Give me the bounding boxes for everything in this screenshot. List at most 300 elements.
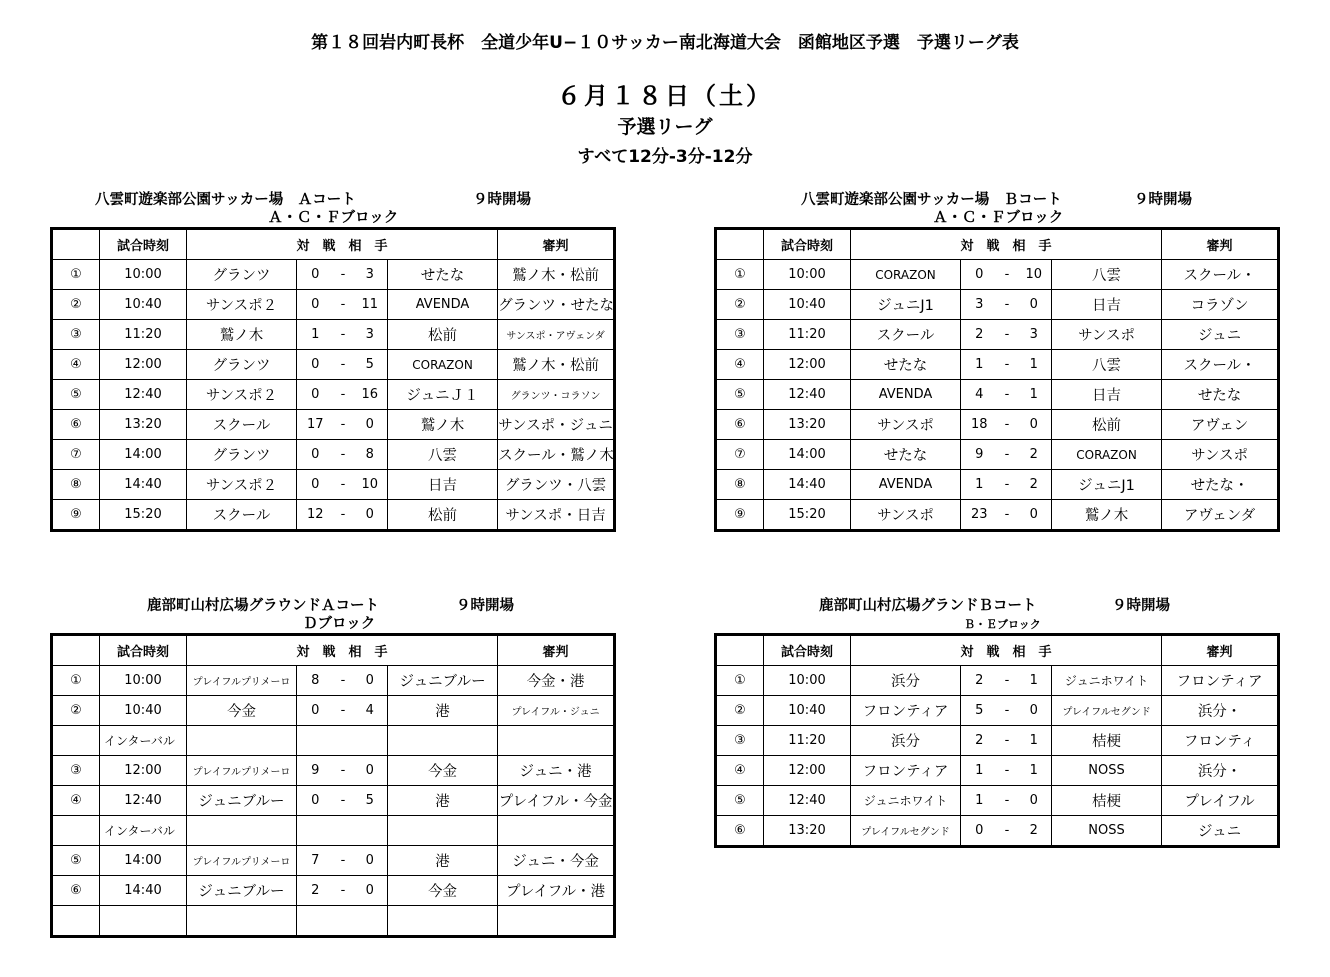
match-time: 15:20: [100, 500, 187, 531]
score-dash: -: [998, 380, 1017, 410]
home-score: 1: [961, 786, 998, 816]
header-no: [716, 635, 764, 666]
referee: グランツ・コラソン: [498, 380, 615, 410]
referee: せたな・: [1162, 470, 1279, 500]
score-dash: -: [334, 500, 353, 531]
venue-open-time: ９時開場: [1134, 192, 1192, 208]
away-score: 0: [353, 500, 388, 531]
interval-row: [52, 816, 615, 846]
match-row: [52, 696, 615, 726]
away-score: 5: [353, 786, 388, 816]
empty-cell: [388, 906, 498, 937]
away-score: 2: [1017, 440, 1052, 470]
away-score: 0: [353, 666, 388, 696]
match-time: 14:00: [100, 440, 187, 470]
header-referee: 審判: [1162, 635, 1279, 666]
empty-cell: [388, 726, 498, 756]
score-dash: -: [998, 260, 1017, 290]
match-row: [52, 500, 615, 531]
away-team: 日吉: [1052, 380, 1162, 410]
home-score: 2: [961, 666, 998, 696]
home-score: 0: [961, 260, 998, 290]
away-team: 松前: [388, 320, 498, 350]
home-team: ジュニブルー: [187, 786, 297, 816]
away-team: 港: [388, 846, 498, 876]
score-dash: -: [334, 846, 353, 876]
home-team: サンスポ: [851, 500, 961, 531]
home-team: サンスポ２: [187, 380, 297, 410]
venue-heading-yakumo-a: [0, 188, 640, 228]
away-team: NOSS: [1052, 816, 1162, 847]
match-row: [716, 666, 1279, 696]
home-team: フロンティア: [851, 696, 961, 726]
match-number: ③: [716, 726, 764, 756]
venue-heading-yakumo-b: [700, 188, 1280, 228]
match-time: 14:00: [764, 440, 851, 470]
home-team: サンスポ２: [187, 470, 297, 500]
match-number: ⑤: [52, 846, 100, 876]
match-row: [52, 786, 615, 816]
home-team: せたな: [851, 350, 961, 380]
match-row: [716, 696, 1279, 726]
referee: サンスポ・日吉: [498, 500, 615, 531]
away-team: プレイフルセグンド: [1052, 696, 1162, 726]
score-dash: -: [998, 696, 1017, 726]
away-score: 0: [353, 846, 388, 876]
referee: サンスポ: [1162, 440, 1279, 470]
schedule-table: [714, 227, 1280, 532]
away-score: 5: [353, 350, 388, 380]
home-score: 0: [297, 470, 334, 500]
home-team: プレイフルプリメーロ: [187, 846, 297, 876]
away-team: 松前: [1052, 410, 1162, 440]
empty-cell: [187, 816, 297, 846]
home-team: 今金: [187, 696, 297, 726]
match-number: ③: [52, 320, 100, 350]
match-time: 14:40: [100, 470, 187, 500]
home-score: 3: [961, 290, 998, 320]
match-row: [52, 260, 615, 290]
match-row: [52, 846, 615, 876]
match-time: 12:40: [100, 380, 187, 410]
away-score: 8: [353, 440, 388, 470]
home-score: 0: [297, 260, 334, 290]
referee: スクール・: [1162, 350, 1279, 380]
venue-name: 八雲町遊楽部公園サッカー場 Ｂコート: [801, 192, 1062, 208]
venue-name: 八雲町遊楽部公園サッカー場 Ａコート: [95, 192, 356, 208]
match-row: [716, 500, 1279, 531]
away-score: 1: [1017, 666, 1052, 696]
match-time: 10:00: [100, 666, 187, 696]
home-team: せたな: [851, 440, 961, 470]
home-score: 0: [297, 440, 334, 470]
match-row: [52, 756, 615, 786]
referee: ジュニ・港: [498, 756, 615, 786]
home-score: 9: [961, 440, 998, 470]
header-no: [52, 635, 100, 666]
empty-row: [52, 906, 615, 937]
table-header-row: [52, 229, 615, 260]
home-team: CORAZON: [851, 260, 961, 290]
match-number: ⑦: [52, 440, 100, 470]
home-score: 9: [297, 756, 334, 786]
home-score: 2: [297, 876, 334, 906]
away-score: 0: [353, 410, 388, 440]
home-score: 8: [297, 666, 334, 696]
match-row: [52, 410, 615, 440]
match-row: [52, 876, 615, 906]
home-score: 2: [961, 320, 998, 350]
match-number: ①: [52, 260, 100, 290]
match-number: ⑥: [716, 816, 764, 847]
home-score: 12: [297, 500, 334, 531]
home-team: スクール: [851, 320, 961, 350]
away-score: 4: [353, 696, 388, 726]
header-time: 試合時刻: [764, 635, 851, 666]
home-score: 17: [297, 410, 334, 440]
score-dash: -: [334, 786, 353, 816]
interval-label: インターバル: [100, 816, 187, 846]
empty-cell: [498, 726, 615, 756]
home-team: サンスポ２: [187, 290, 297, 320]
away-score: 0: [1017, 696, 1052, 726]
home-score: 0: [297, 696, 334, 726]
match-row: [716, 410, 1279, 440]
referee: フロンティ: [1162, 726, 1279, 756]
home-score: 2: [961, 726, 998, 756]
score-dash: -: [998, 756, 1017, 786]
home-team: 浜分: [851, 726, 961, 756]
match-number: ④: [52, 350, 100, 380]
interval-row: [52, 726, 615, 756]
home-score: 0: [297, 380, 334, 410]
score-dash: -: [334, 756, 353, 786]
score-dash: -: [334, 290, 353, 320]
score-dash: -: [998, 786, 1017, 816]
away-team: せたな: [388, 260, 498, 290]
referee: プレイフル・ジュニ: [498, 696, 615, 726]
match-time: 11:20: [764, 726, 851, 756]
referee: 鷲ノ木・松前: [498, 260, 615, 290]
match-row: [716, 470, 1279, 500]
match-row: [716, 320, 1279, 350]
score-dash: -: [334, 350, 353, 380]
home-score: 1: [297, 320, 334, 350]
away-score: 0: [1017, 290, 1052, 320]
away-score: 3: [353, 320, 388, 350]
match-time: 10:00: [100, 260, 187, 290]
match-number: ②: [716, 290, 764, 320]
match-number: ①: [716, 260, 764, 290]
home-team: プレイフルプリメーロ: [187, 756, 297, 786]
away-team: ジュニホワイト: [1052, 666, 1162, 696]
schedule-table: [50, 633, 616, 938]
home-team: グランツ: [187, 440, 297, 470]
score-dash: -: [998, 666, 1017, 696]
match-row: [716, 726, 1279, 756]
empty-cell: [297, 726, 388, 756]
home-score: 7: [297, 846, 334, 876]
match-row: [716, 380, 1279, 410]
referee: スクール・鷲ノ木: [498, 440, 615, 470]
match-row: [52, 470, 615, 500]
away-score: 0: [1017, 786, 1052, 816]
match-number: ④: [52, 786, 100, 816]
header-no: [716, 229, 764, 260]
match-time: 14:00: [100, 846, 187, 876]
match-number: ⑦: [716, 440, 764, 470]
match-number: ⑥: [52, 876, 100, 906]
away-team: 鷲ノ木: [388, 410, 498, 440]
header-referee: 審判: [498, 635, 615, 666]
match-row: [716, 440, 1279, 470]
match-time: 10:40: [100, 696, 187, 726]
home-team: スクール: [187, 410, 297, 440]
schedule-table: [50, 227, 616, 532]
header-matchup: 対 戦 相 手: [187, 229, 498, 260]
home-team: サンスポ: [851, 410, 961, 440]
match-number: ⑧: [52, 470, 100, 500]
away-score: 0: [1017, 410, 1052, 440]
away-score: 0: [353, 876, 388, 906]
schedule-table-shikabe-b: [714, 633, 1263, 853]
referee: フロンティア: [1162, 666, 1279, 696]
match-number: ①: [716, 666, 764, 696]
venue-block: Ｂ・Ｅブロック: [964, 618, 1041, 631]
score-dash: -: [334, 440, 353, 470]
away-score: 11: [353, 290, 388, 320]
header-matchup: 対 戦 相 手: [187, 635, 498, 666]
match-time: 12:00: [764, 756, 851, 786]
match-number: ②: [52, 696, 100, 726]
match-time: 12:40: [764, 380, 851, 410]
away-score: 1: [1017, 350, 1052, 380]
venue-name: 鹿部町山村広場グラウンドＡコート: [147, 598, 379, 614]
away-score: 0: [1017, 500, 1052, 531]
header-no: [52, 229, 100, 260]
match-time: 10:00: [764, 666, 851, 696]
empty-cell: [52, 906, 100, 937]
away-team: 港: [388, 696, 498, 726]
score-dash: -: [998, 500, 1017, 531]
referee: プレイフル・港: [498, 876, 615, 906]
schedule-table-yakumo-a: [50, 227, 620, 539]
referee: プレイフル・今金: [498, 786, 615, 816]
away-score: 10: [1017, 260, 1052, 290]
match-time: 12:00: [764, 350, 851, 380]
home-score: 18: [961, 410, 998, 440]
schedule-table-yakumo-b: [714, 227, 1256, 539]
away-team: 松前: [388, 500, 498, 531]
away-team: AVENDA: [388, 290, 498, 320]
schedule-table: [714, 633, 1280, 848]
referee: コラゾン: [1162, 290, 1279, 320]
away-score: 0: [353, 756, 388, 786]
score-dash: -: [998, 440, 1017, 470]
empty-cell: [187, 726, 297, 756]
match-row: [52, 320, 615, 350]
header-matchup: 対 戦 相 手: [851, 229, 1162, 260]
home-team: ジュニホワイト: [851, 786, 961, 816]
match-time: 14:40: [764, 470, 851, 500]
match-time: 11:20: [764, 320, 851, 350]
away-score: 2: [1017, 816, 1052, 847]
referee: サンスポ・アヴェンダ: [498, 320, 615, 350]
match-number: ⑨: [52, 500, 100, 531]
empty-cell: [388, 816, 498, 846]
match-row: [716, 786, 1279, 816]
home-team: グランツ: [187, 350, 297, 380]
match-number: ⑥: [52, 410, 100, 440]
venue-block: Ｄブロック: [303, 616, 376, 632]
home-score: 0: [297, 786, 334, 816]
main-title: 第１８回岩内町長杯 全道少年U−１０サッカー南北海道大会 函館地区予選 予選リーグ表: [311, 33, 1019, 53]
referee: スクール・: [1162, 260, 1279, 290]
empty-cell: [187, 906, 297, 937]
home-team: スクール: [187, 500, 297, 531]
match-row: [52, 440, 615, 470]
home-team: フロンティア: [851, 756, 961, 786]
empty-cell: [52, 816, 100, 846]
empty-cell: [100, 906, 187, 937]
match-time: 10:40: [764, 696, 851, 726]
match-number: ⑤: [716, 786, 764, 816]
empty-cell: [498, 816, 615, 846]
referee: ジュニ: [1162, 816, 1279, 847]
away-team: 桔梗: [1052, 726, 1162, 756]
venue-open-time: ９時開場: [473, 192, 531, 208]
score-dash: -: [998, 726, 1017, 756]
away-team: 鷲ノ木: [1052, 500, 1162, 531]
score-dash: -: [334, 470, 353, 500]
referee: アヴェンダ: [1162, 500, 1279, 531]
league-title: 予選リーグ: [617, 116, 713, 138]
header-time: 試合時刻: [100, 229, 187, 260]
referee: プレイフル: [1162, 786, 1279, 816]
match-time: 14:40: [100, 876, 187, 906]
away-team: CORAZON: [1052, 440, 1162, 470]
date-title: ６月１８日（土）: [557, 82, 773, 110]
score-dash: -: [334, 380, 353, 410]
match-row: [716, 816, 1279, 847]
header-time: 試合時刻: [764, 229, 851, 260]
match-row: [52, 380, 615, 410]
referee: 浜分・: [1162, 696, 1279, 726]
referee: ジュニ・今金: [498, 846, 615, 876]
away-score: 3: [1017, 320, 1052, 350]
referee: 今金・港: [498, 666, 615, 696]
match-number: ④: [716, 756, 764, 786]
referee: グランツ・八雲: [498, 470, 615, 500]
match-time: 10:00: [764, 260, 851, 290]
away-team: 八雲: [1052, 260, 1162, 290]
match-time: 13:20: [100, 410, 187, 440]
header-time: 試合時刻: [100, 635, 187, 666]
home-team: AVENDA: [851, 470, 961, 500]
away-team: 日吉: [388, 470, 498, 500]
referee: せたな: [1162, 380, 1279, 410]
home-score: 4: [961, 380, 998, 410]
score-dash: -: [334, 876, 353, 906]
home-score: 1: [961, 470, 998, 500]
away-team: ジュニＪ１: [388, 380, 498, 410]
score-dash: -: [998, 816, 1017, 847]
match-number: ⑤: [52, 380, 100, 410]
away-team: ジュニJ1: [1052, 470, 1162, 500]
header-referee: 審判: [498, 229, 615, 260]
home-team: プレイフルプリメーロ: [187, 666, 297, 696]
away-score: 10: [353, 470, 388, 500]
score-dash: -: [998, 290, 1017, 320]
home-team: ジュニブルー: [187, 876, 297, 906]
away-team: 今金: [388, 876, 498, 906]
away-score: 1: [1017, 726, 1052, 756]
empty-cell: [297, 816, 388, 846]
home-score: 1: [961, 350, 998, 380]
match-number: ③: [716, 320, 764, 350]
match-time: 12:40: [764, 786, 851, 816]
match-number: ②: [716, 696, 764, 726]
venue-open-time: ９時開場: [1112, 598, 1170, 614]
match-number: ①: [52, 666, 100, 696]
home-team: グランツ: [187, 260, 297, 290]
empty-cell: [297, 906, 388, 937]
venue-block: Ａ・Ｃ・Ｆブロック: [268, 210, 399, 226]
table-header-row: [716, 229, 1279, 260]
home-score: 0: [961, 816, 998, 847]
referee: サンスポ・ジュニ: [498, 410, 615, 440]
interval-label: インターバル: [100, 726, 187, 756]
referee: アヴェン: [1162, 410, 1279, 440]
home-team: プレイフルセグンド: [851, 816, 961, 847]
match-row: [716, 290, 1279, 320]
empty-cell: [52, 726, 100, 756]
home-score: 5: [961, 696, 998, 726]
table-header-row: [52, 635, 615, 666]
home-score: 23: [961, 500, 998, 531]
away-team: CORAZON: [388, 350, 498, 380]
match-time: 12:40: [100, 786, 187, 816]
header-referee: 審判: [1162, 229, 1279, 260]
match-time: 13:20: [764, 816, 851, 847]
referee: グランツ・せたな: [498, 290, 615, 320]
match-time: 11:20: [100, 320, 187, 350]
home-team: 鷲ノ木: [187, 320, 297, 350]
match-time: 15:20: [764, 500, 851, 531]
away-team: サンスポ: [1052, 320, 1162, 350]
away-team: 今金: [388, 756, 498, 786]
score-dash: -: [998, 410, 1017, 440]
match-time: 12:00: [100, 756, 187, 786]
home-team: ジュニJ1: [851, 290, 961, 320]
match-number: ③: [52, 756, 100, 786]
header-matchup: 対 戦 相 手: [851, 635, 1162, 666]
home-score: 1: [961, 756, 998, 786]
match-time: 10:40: [100, 290, 187, 320]
away-team: 八雲: [388, 440, 498, 470]
match-row: [52, 290, 615, 320]
score-dash: -: [334, 320, 353, 350]
away-team: NOSS: [1052, 756, 1162, 786]
referee: ジュニ: [1162, 320, 1279, 350]
away-score: 1: [1017, 756, 1052, 786]
match-row: [716, 756, 1279, 786]
referee: 鷲ノ木・松前: [498, 350, 615, 380]
home-team: AVENDA: [851, 380, 961, 410]
match-row: [716, 350, 1279, 380]
away-score: 2: [1017, 470, 1052, 500]
match-number: ⑧: [716, 470, 764, 500]
